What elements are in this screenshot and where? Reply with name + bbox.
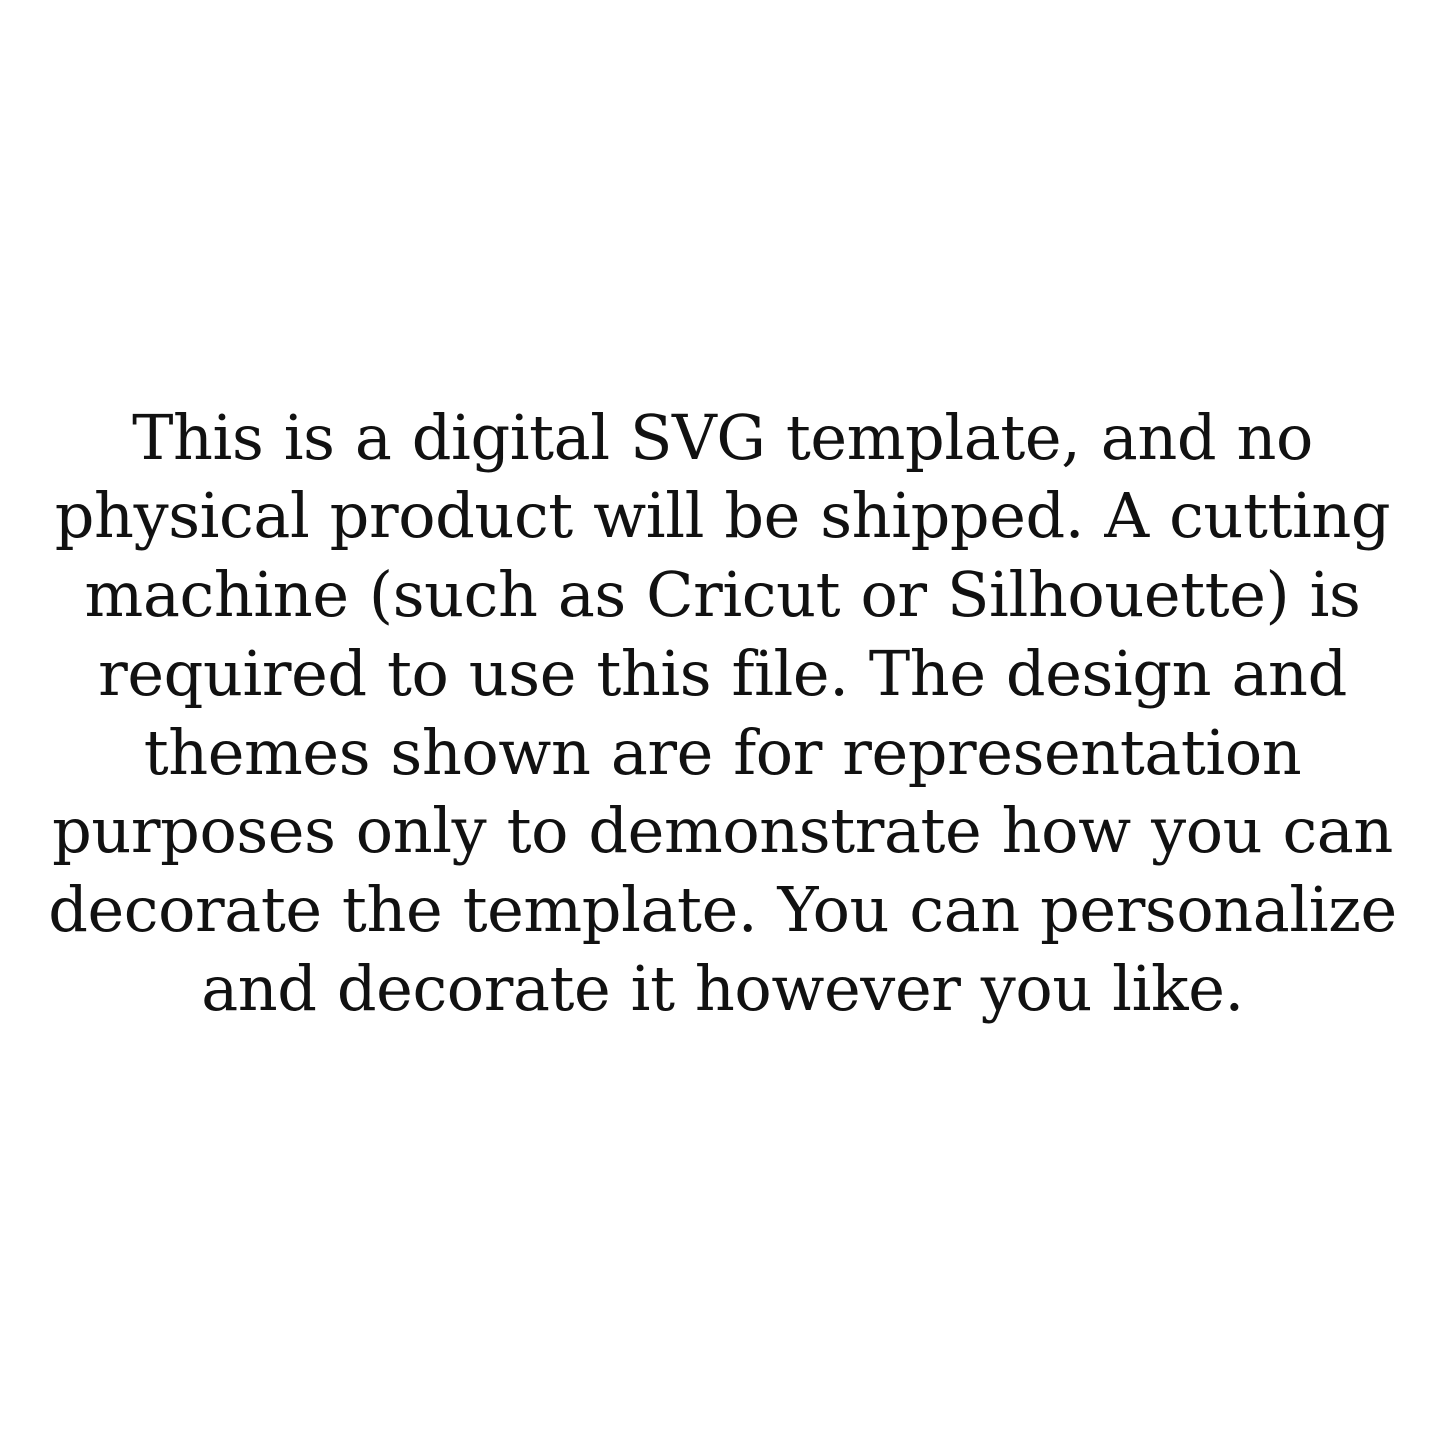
- disclaimer-text: This is a digital SVG template, and no physical product will be shipped. A cutting machine (such as Cricut or Silhouette) is required to use this file. The design and themes shown are for representation purposes only to demonstrate how you can decorate the template. You can personalize and decorate it however you like.: [48, 400, 1397, 1025]
- disclaimer-block: [15, 337, 1430, 1091]
